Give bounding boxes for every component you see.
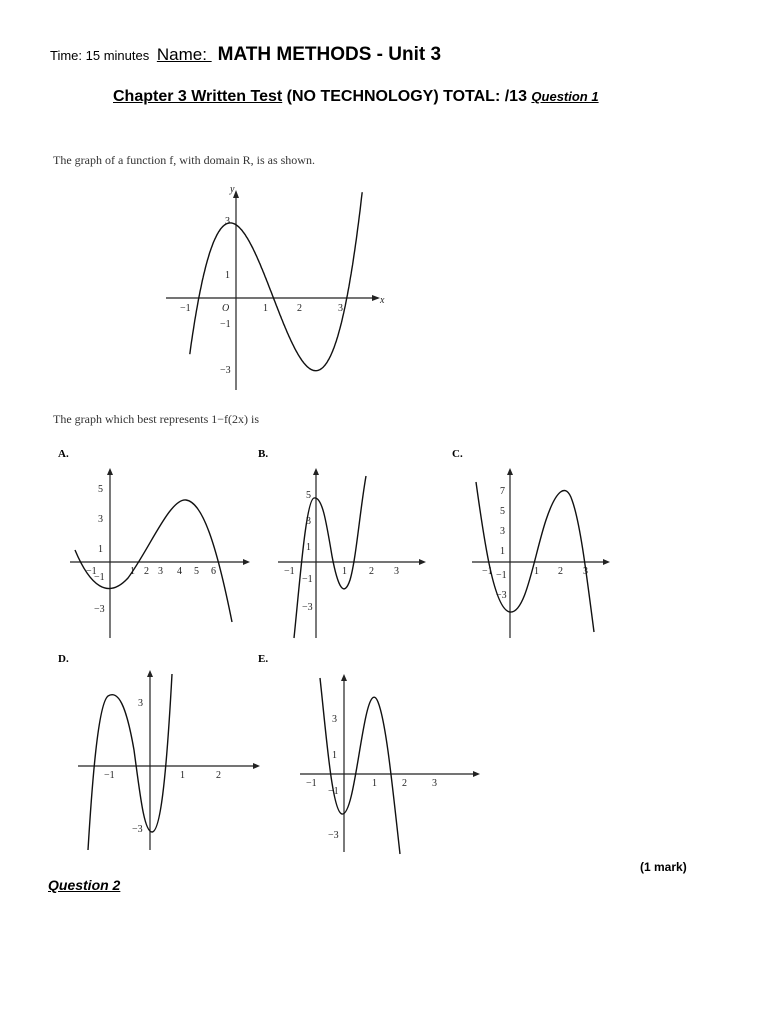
y-axis-arrow [107,468,113,475]
option-e-curve [320,678,400,854]
x-axis-arrow [243,559,250,565]
option-c-graph[interactable] [470,460,630,640]
x-tick-1: 1 [342,566,347,577]
y-axis-arrow [147,670,153,677]
title-rest: (NO TECHNOLOGY) TOTAL: /13 [282,88,532,105]
y-tick-neg1: −1 [220,319,231,330]
function-curve [190,192,362,371]
question-stem: The graph of a function f, with domain R, is as shown. [53,153,315,167]
x-tick-3: 3 [394,566,399,577]
x-axis-label: x [380,295,385,306]
option-d-label[interactable]: D. [58,653,69,665]
test-title [113,88,599,106]
x-tick-1: 1 [372,778,377,789]
x-axis-arrow [372,295,380,301]
y-axis-arrow [507,468,513,475]
x-tick-2: 2 [369,566,374,577]
x-tick-neg1: −1 [180,303,191,314]
option-d-graph[interactable] [76,664,266,854]
y-tick-3: 3 [225,216,230,227]
y-tick-3: 3 [332,714,337,725]
y-tick-neg1: −1 [302,574,313,585]
x-tick-1: 1 [263,303,268,314]
y-tick-3: 3 [306,516,311,527]
y-tick-3: 3 [98,514,103,525]
x-tick-neg1: −1 [86,566,97,577]
x-tick-1: 1 [180,770,185,781]
y-tick-neg1: −1 [496,570,507,581]
question-2-heading: Question 2 [48,877,121,893]
y-tick-neg3: −3 [132,824,143,835]
time-colon: : [78,48,83,63]
y-tick-3: 3 [138,698,143,709]
y-tick-3: 3 [500,526,505,537]
y-tick-neg3: −3 [220,365,231,376]
y-tick-1: 1 [98,544,103,555]
course-title: MATH METHODS - Unit 3 [217,44,442,65]
marks-label: (1 mark) [640,860,687,874]
y-axis-label: y [230,184,235,195]
x-tick-neg1: −1 [482,566,493,577]
x-tick-4: 4 [177,566,182,577]
x-tick-2: 2 [402,778,407,789]
y-tick-neg3: −3 [94,604,105,615]
y-tick-5: 5 [500,506,505,517]
main-graph [160,180,400,395]
x-tick-3: 3 [338,303,343,314]
x-axis-arrow [473,771,480,777]
y-tick-5: 5 [98,484,103,495]
option-d-curve [88,674,172,850]
origin-label: O [222,303,230,314]
y-tick-1: 1 [332,750,337,761]
y-tick-neg3: −3 [328,830,339,841]
x-tick-6: 6 [211,566,216,577]
option-a-graph[interactable] [70,460,250,640]
y-axis-arrow [313,468,319,475]
y-tick-neg1: −1 [328,786,339,797]
question-1-heading: Question 1 [531,89,599,104]
y-tick-1: 1 [225,270,230,281]
x-axis-arrow [253,763,260,769]
x-axis-arrow [419,559,426,565]
y-axis-arrow [341,674,347,681]
x-tick-5: 5 [194,566,199,577]
x-tick-3: 3 [432,778,437,789]
y-tick-5: 5 [306,490,311,501]
option-c-label[interactable]: C. [452,448,463,460]
time-label: Time [50,48,79,63]
option-b-graph[interactable] [276,460,436,640]
x-tick-3: 3 [583,566,588,577]
x-tick-2: 2 [144,566,149,577]
x-tick-2: 2 [558,566,563,577]
y-tick-neg3: −3 [496,590,507,601]
x-tick-1: 1 [534,566,539,577]
option-c-curve [476,482,594,632]
x-tick-neg1: −1 [104,770,115,781]
chapter-title: Chapter 3 Written Test [113,88,283,105]
x-tick-2: 2 [216,770,221,781]
time-value: 15 minutes [82,48,153,63]
test-header [50,44,441,66]
option-a-label[interactable]: A. [58,448,69,460]
y-tick-1: 1 [500,546,505,557]
x-tick-neg1: −1 [284,566,295,577]
name-label: Name: [156,45,212,64]
option-e-label[interactable]: E. [258,653,269,665]
x-axis-arrow [603,559,610,565]
option-e-graph[interactable] [298,672,488,857]
question-prompt: The graph which best represents 1−f(2x) is [53,412,260,426]
option-b-label[interactable]: B. [258,448,269,460]
y-tick-7: 7 [500,486,505,497]
x-tick-3: 3 [158,566,163,577]
y-tick-neg3: −3 [302,602,313,613]
x-tick-2: 2 [297,303,302,314]
option-b-curve [294,476,366,638]
x-tick-neg1: −1 [306,778,317,789]
x-tick-1: 1 [130,566,135,577]
y-tick-1: 1 [306,542,311,553]
y-tick-neg1: −1 [94,572,105,583]
